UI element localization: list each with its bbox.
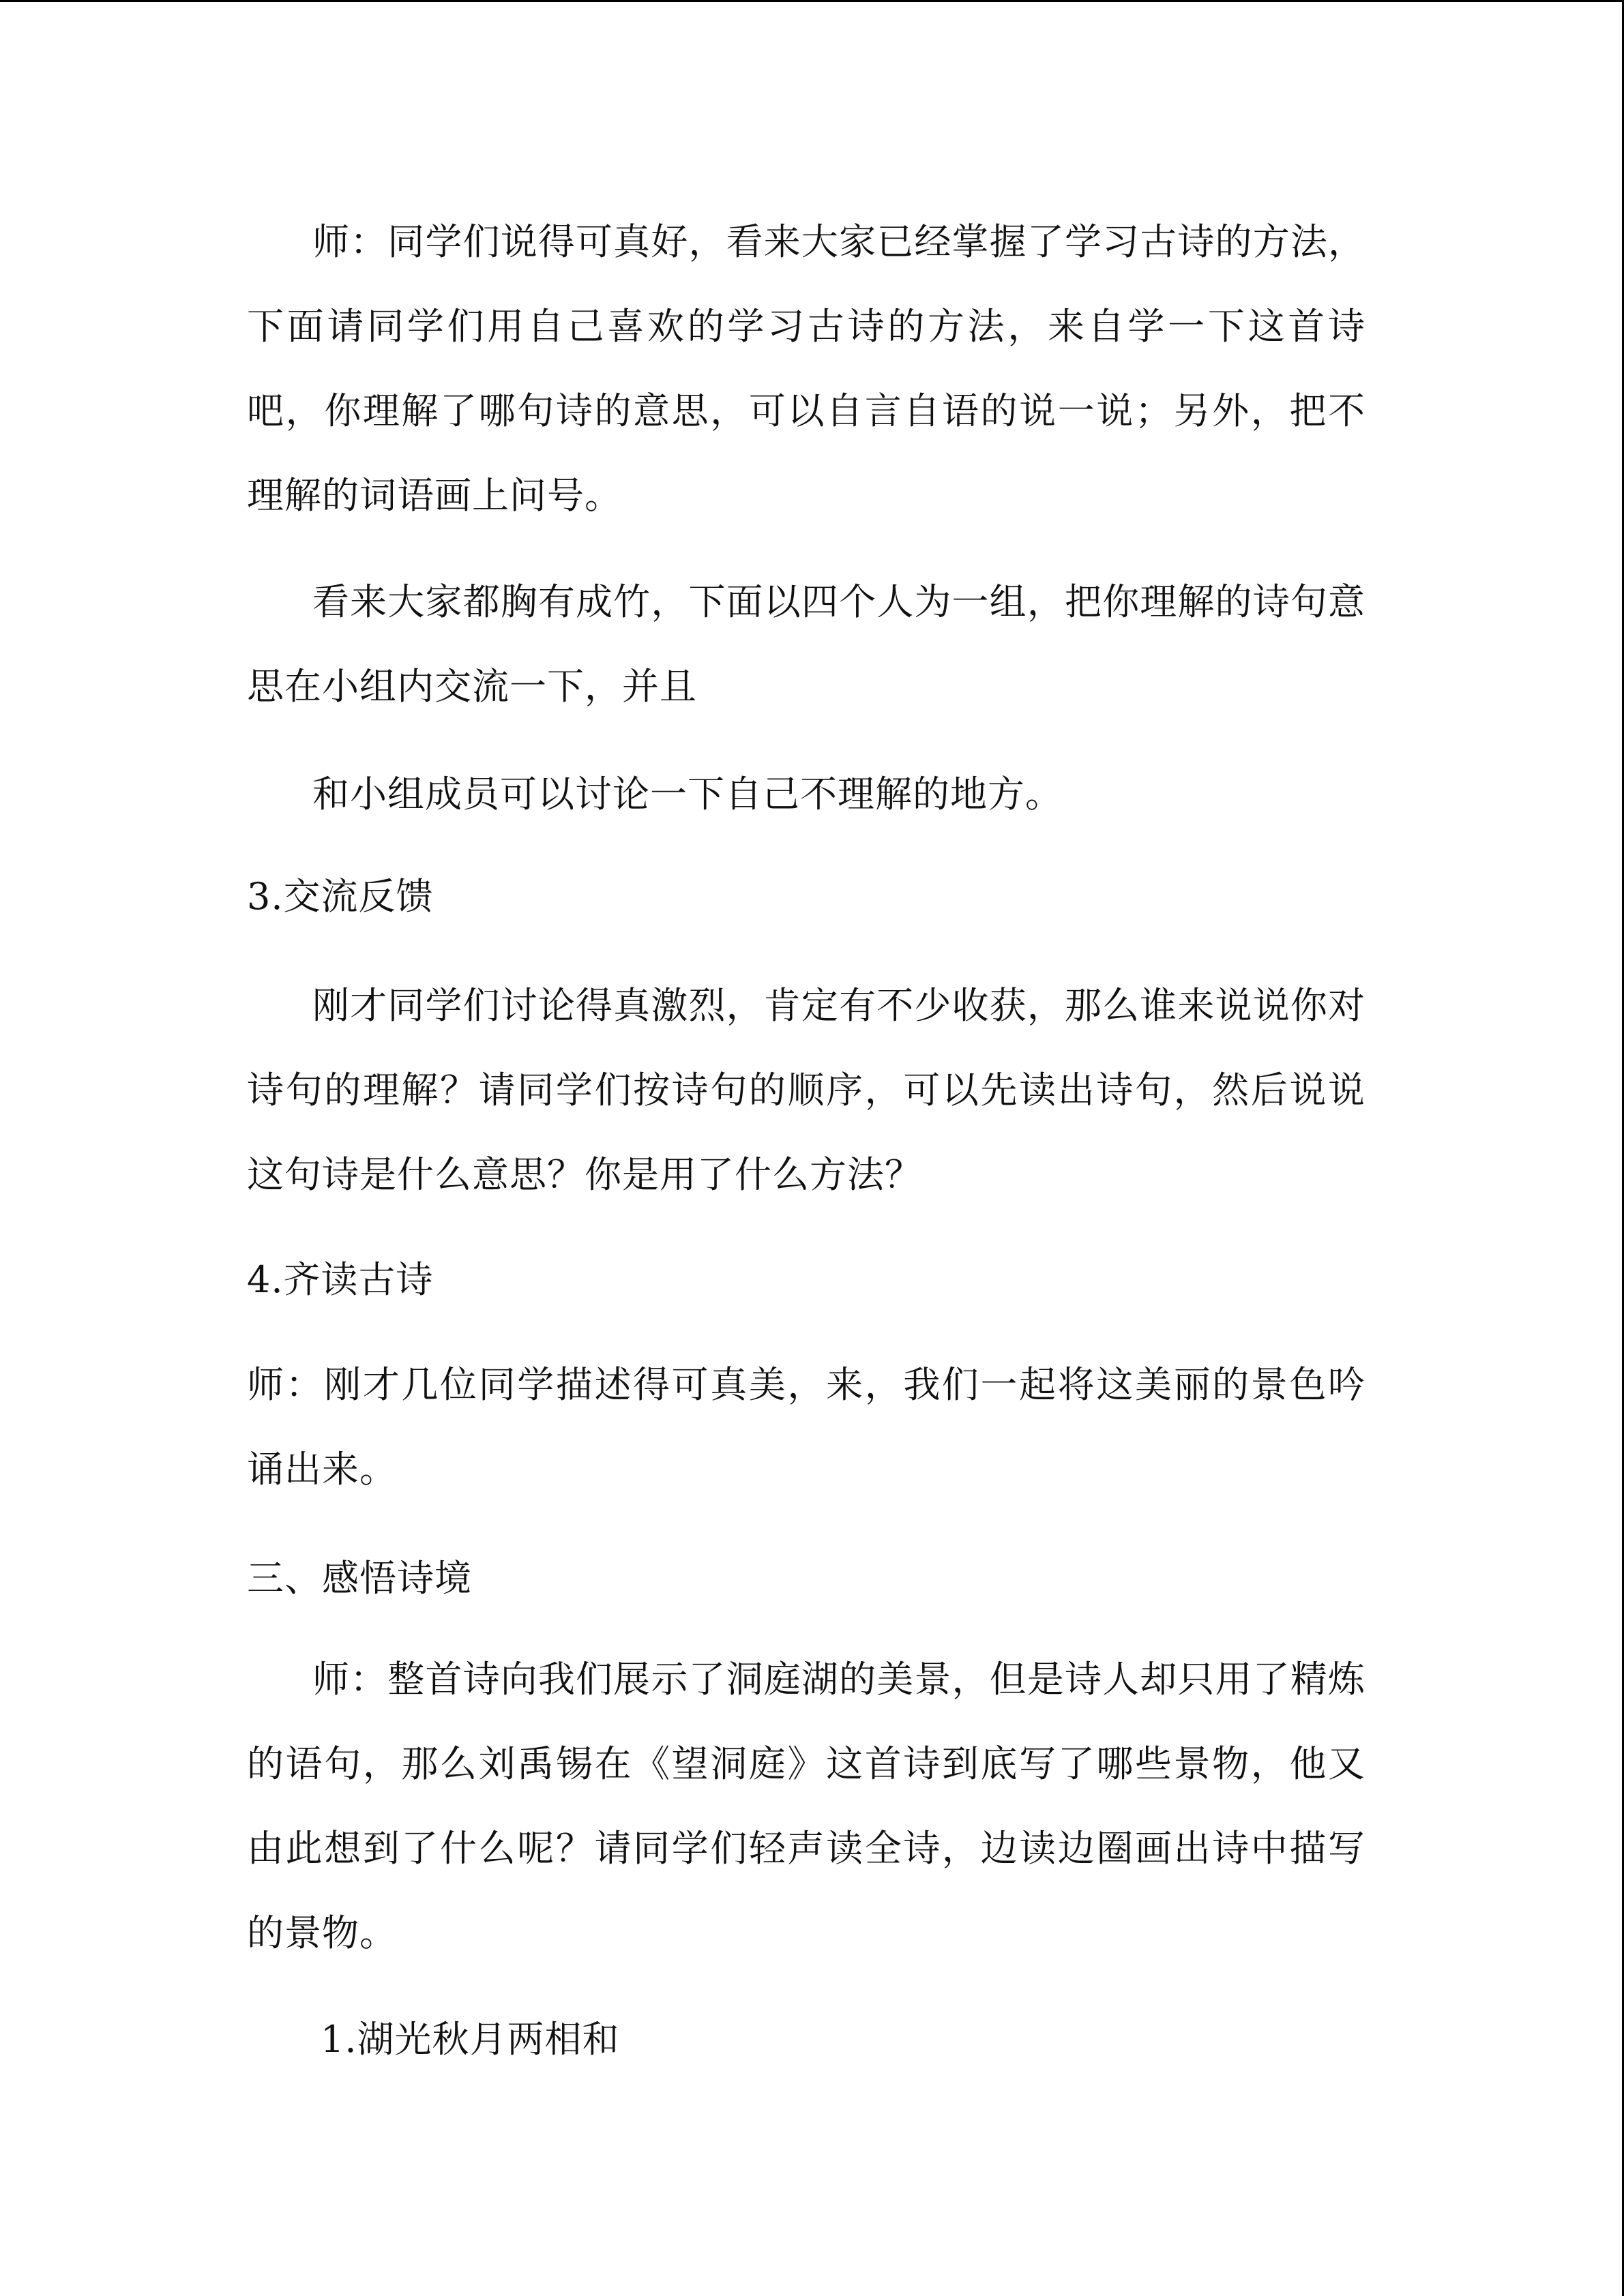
paragraph-feel-poem: 师：整首诗向我们展示了洞庭湖的美景，但是诗人却只用了精炼的语句，那么刘禹锡在《望洞庭》这首诗到底写了哪些景物，他又由此想到了什么呢？请同学们轻声读全诗，边读边圈画出诗中描写的景物。 [247,1658,1365,1954]
section-heading-feel-poem: 三、感悟诗境 [247,1557,472,1600]
list-item-lake-moon: 1.湖光秋月两相和 [321,2018,620,2061]
section-heading-read-together: 4.齐读古诗 [247,1258,434,1301]
section-heading-feedback: 3.交流反馈 [247,875,434,918]
paragraph-teacher-intro: 师：同学们说得可真好，看来大家已经掌握了学习古诗的方法，下面请同学们用自己喜欢的学习古诗的方法，来自学一下这首诗吧，你理解了哪句诗的意思，可以自言自语的说一说；另外，把不理解的词语画上问号。 [247,220,1365,517]
paragraph-group-discussion-cont: 和小组成员可以讨论一下自己不理解的地方。 [312,773,1063,816]
paragraph-feedback: 刚才同学们讨论得真激烈，肯定有不少收获，那么谁来说说你对诗句的理解？请同学们按诗句的顺序，可以先读出诗句，然后说说这句诗是什么意思？你是用了什么方法？ [247,984,1365,1196]
paragraph-read-together: 师：刚才几位同学描述得可真美，来，我们一起将这美丽的景色吟诵出来。 [247,1363,1365,1491]
paragraph-group-discussion: 看来大家都胸有成竹，下面以四个人为一组，把你理解的诗句意思在小组内交流一下，并且 [247,580,1365,708]
